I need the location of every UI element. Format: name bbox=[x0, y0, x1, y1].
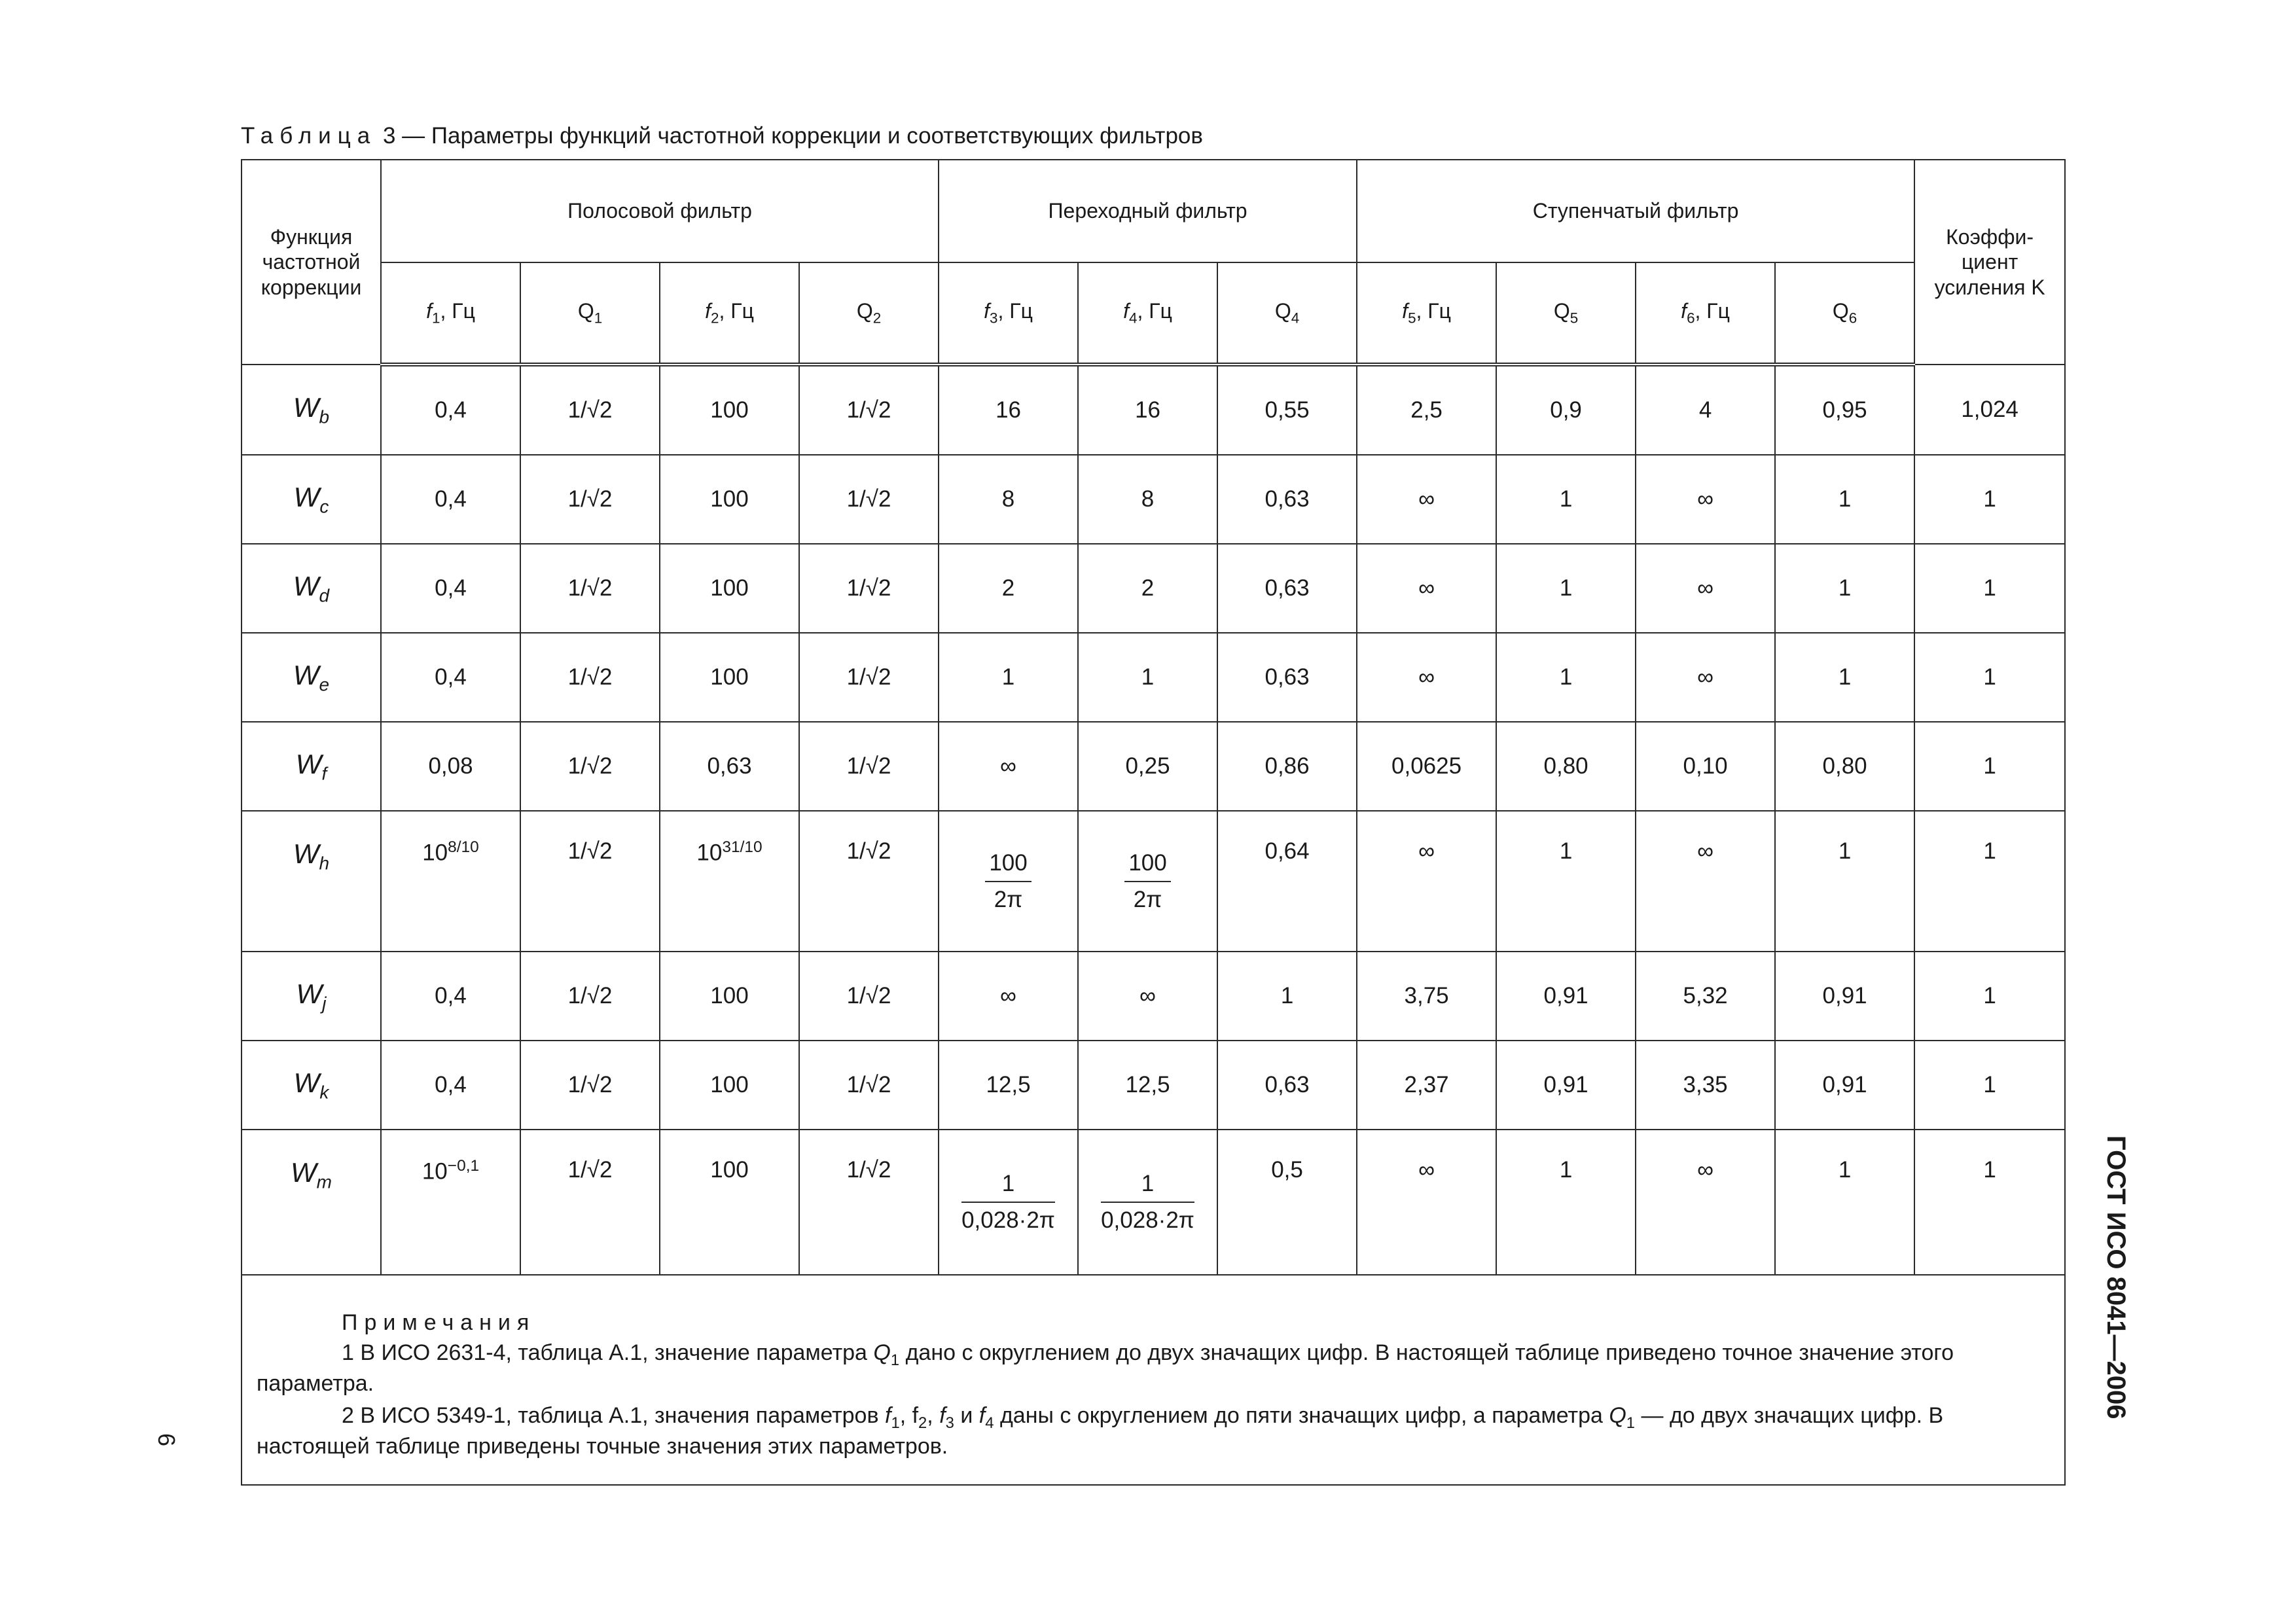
cell-f1: $10^{-0,1}$ bbox=[381, 1130, 520, 1275]
cell-f2: 100 bbox=[660, 952, 799, 1041]
table-row bbox=[242, 365, 2065, 455]
cell-f1: 0,4 bbox=[381, 544, 520, 633]
cell-f1: 0,4 bbox=[381, 455, 520, 544]
cell-q2: 1/√2 bbox=[799, 1130, 939, 1275]
cell-k: 1 bbox=[1914, 952, 2065, 1041]
function-name: $W_f$ bbox=[242, 722, 381, 811]
cell-q2: 1/√2 bbox=[799, 1041, 939, 1130]
cell-f4: 16 bbox=[1078, 365, 1217, 455]
header-param: $Q_6$ bbox=[1775, 262, 1914, 365]
cell-q6: 1 bbox=[1775, 1130, 1914, 1275]
cell-q1: 1/√2 bbox=[520, 722, 660, 811]
cell-q6: 1 bbox=[1775, 811, 1914, 952]
cell-q2: 1/√2 bbox=[799, 544, 939, 633]
cell-q6: 1 bbox=[1775, 633, 1914, 722]
cell-f3: 8 bbox=[939, 455, 1078, 544]
cell-f1: $10^{8/10}$ bbox=[381, 811, 520, 952]
header-param: $f_2$, Гц bbox=[660, 262, 799, 365]
cell-f6: ∞ bbox=[1636, 455, 1775, 544]
cell-q5: 1 bbox=[1496, 811, 1636, 952]
table-row bbox=[242, 1041, 2065, 1130]
cell-q2: 1/√2 bbox=[799, 952, 939, 1041]
cell-q1: 1/√2 bbox=[520, 455, 660, 544]
cell-q1: 1/√2 bbox=[520, 633, 660, 722]
cell-f6: 4 bbox=[1636, 365, 1775, 455]
fraction: $\frac{1}{0,028\cdot 2\pi}$ bbox=[1101, 1171, 1194, 1233]
cell-q6: 0,95 bbox=[1775, 365, 1914, 455]
cell-f4: 2 bbox=[1078, 544, 1217, 633]
cell-q6: 0,80 bbox=[1775, 722, 1914, 811]
cell-q4: 0,63 bbox=[1217, 455, 1357, 544]
cell-f4 bbox=[1078, 811, 1217, 952]
cell-f6: 3,35 bbox=[1636, 1041, 1775, 1130]
cell-f1: 0,4 bbox=[381, 952, 520, 1041]
cell-f3 bbox=[939, 1130, 1078, 1275]
cell-f2: 0,63 bbox=[660, 722, 799, 811]
header-param: $Q_1$ bbox=[520, 262, 660, 365]
cell-f6: 5,32 bbox=[1636, 952, 1775, 1041]
correction-params-table bbox=[241, 159, 2066, 1486]
table-row bbox=[242, 811, 2065, 952]
cell-f4 bbox=[1078, 1130, 1217, 1275]
cell-q2: 1/√2 bbox=[799, 455, 939, 544]
cell-f5: ∞ bbox=[1357, 633, 1496, 722]
note-1: 1 В ИСО 2631-4, таблица А.1, значение параметра $Q_1$ дано с округлением до двух значащих цифр. В настоящей таблице приведено точное значение этого параметра. bbox=[257, 1340, 1954, 1397]
notes-row bbox=[242, 1275, 2065, 1485]
cell-q5: 1 bbox=[1496, 544, 1636, 633]
cell-f2: 100 bbox=[660, 544, 799, 633]
cell-f2: 100 bbox=[660, 1130, 799, 1275]
cell-f3: ∞ bbox=[939, 722, 1078, 811]
function-name: $W_m$ bbox=[242, 1130, 381, 1275]
cell-f3: 16 bbox=[939, 365, 1078, 455]
cell-f2: 100 bbox=[660, 455, 799, 544]
function-name: $W_c$ bbox=[242, 455, 381, 544]
cell-f6: ∞ bbox=[1636, 544, 1775, 633]
cell-f3: 1 bbox=[939, 633, 1078, 722]
cell-q4: 0,5 bbox=[1217, 1130, 1357, 1275]
cell-q4: 0,63 bbox=[1217, 1041, 1357, 1130]
cell-f5: ∞ bbox=[1357, 811, 1496, 952]
cell-f4: 12,5 bbox=[1078, 1041, 1217, 1130]
cell-f3: 12,5 bbox=[939, 1041, 1078, 1130]
cell-f2: 100 bbox=[660, 633, 799, 722]
caption-text: 3 — Параметры функций частотной коррекции и соответствующих фильтров bbox=[382, 123, 1203, 149]
cell-f5: 2,37 bbox=[1357, 1041, 1496, 1130]
function-name: $W_e$ bbox=[242, 633, 381, 722]
cell-q5: 0,91 bbox=[1496, 952, 1636, 1041]
cell-f3: 2 bbox=[939, 544, 1078, 633]
header-param: $Q_5$ bbox=[1496, 262, 1636, 365]
table-row bbox=[242, 455, 2065, 544]
cell-q4: 0,64 bbox=[1217, 811, 1357, 952]
cell-q6: 1 bbox=[1775, 544, 1914, 633]
cell-f2: 100 bbox=[660, 365, 799, 455]
function-name: $W_j$ bbox=[242, 952, 381, 1041]
cell-k: 1 bbox=[1914, 455, 2065, 544]
document-side-title: ГОСТ ИСО 8041—2006 bbox=[2102, 1135, 2130, 1419]
cell-q6: 0,91 bbox=[1775, 1041, 1914, 1130]
table-row bbox=[242, 952, 2065, 1041]
cell-f5: ∞ bbox=[1357, 1130, 1496, 1275]
header-param: $f_1$, Гц bbox=[381, 262, 520, 365]
caption-label: Таблица bbox=[241, 123, 377, 149]
header-gain: Коэффи- циент усиления K bbox=[1914, 160, 2065, 365]
notes-cell bbox=[242, 1275, 2065, 1485]
cell-f3 bbox=[939, 811, 1078, 952]
cell-q6: 0,91 bbox=[1775, 952, 1914, 1041]
fraction: $\frac{1}{0,028\cdot 2\pi}$ bbox=[961, 1171, 1055, 1233]
cell-q5: 0,80 bbox=[1496, 722, 1636, 811]
header-function: Функция частотной коррекции bbox=[242, 160, 381, 365]
cell-q4: 0,55 bbox=[1217, 365, 1357, 455]
header-param: $Q_4$ bbox=[1217, 262, 1357, 365]
cell-q1: 1/√2 bbox=[520, 1041, 660, 1130]
cell-f6: ∞ bbox=[1636, 633, 1775, 722]
cell-f2: 100 bbox=[660, 1041, 799, 1130]
cell-q2: 1/√2 bbox=[799, 722, 939, 811]
cell-f1: 0,08 bbox=[381, 722, 520, 811]
cell-f4: 8 bbox=[1078, 455, 1217, 544]
cell-q2: 1/√2 bbox=[799, 811, 939, 952]
cell-q1: 1/√2 bbox=[520, 544, 660, 633]
header-param: $f_3$, Гц bbox=[939, 262, 1078, 365]
cell-q5: 1 bbox=[1496, 1130, 1636, 1275]
cell-q1: 1/√2 bbox=[520, 952, 660, 1041]
cell-k: 1 bbox=[1914, 1041, 2065, 1130]
cell-f1: 0,4 bbox=[381, 1041, 520, 1130]
header-transition: Переходный фильтр bbox=[939, 160, 1357, 262]
cell-f3: ∞ bbox=[939, 952, 1078, 1041]
cell-q5: 1 bbox=[1496, 633, 1636, 722]
cell-q4: 0,86 bbox=[1217, 722, 1357, 811]
header-param: $f_4$, Гц bbox=[1078, 262, 1217, 365]
cell-k: 1 bbox=[1914, 544, 2065, 633]
cell-k: 1,024 bbox=[1914, 365, 2065, 455]
function-name: $W_d$ bbox=[242, 544, 381, 633]
cell-f1: 0,4 bbox=[381, 365, 520, 455]
cell-f1: 0,4 bbox=[381, 633, 520, 722]
function-name: $W_h$ bbox=[242, 811, 381, 952]
table-row bbox=[242, 544, 2065, 633]
cell-f6: 0,10 bbox=[1636, 722, 1775, 811]
cell-q5: 0,9 bbox=[1496, 365, 1636, 455]
cell-q4: 0,63 bbox=[1217, 633, 1357, 722]
header-group-row bbox=[242, 160, 2065, 262]
cell-f5: 0,0625 bbox=[1357, 722, 1496, 811]
table-row bbox=[242, 722, 2065, 811]
cell-k: 1 bbox=[1914, 1130, 2065, 1275]
page-number: 6 bbox=[153, 1433, 180, 1447]
header-param: $Q_2$ bbox=[799, 262, 939, 365]
cell-k: 1 bbox=[1914, 633, 2065, 722]
cell-q2: 1/√2 bbox=[799, 365, 939, 455]
table-row bbox=[242, 1130, 2065, 1275]
cell-q1: 1/√2 bbox=[520, 365, 660, 455]
header-param: $f_5$, Гц bbox=[1357, 262, 1496, 365]
table-row bbox=[242, 633, 2065, 722]
function-name: $W_b$ bbox=[242, 365, 381, 455]
cell-f5: 2,5 bbox=[1357, 365, 1496, 455]
header-bandpass: Полосовой фильтр bbox=[381, 160, 939, 262]
cell-q1: 1/√2 bbox=[520, 1130, 660, 1275]
fraction: $\frac{100}{2\pi}$ bbox=[985, 849, 1031, 914]
cell-q4: 1 bbox=[1217, 952, 1357, 1041]
cell-f6: ∞ bbox=[1636, 1130, 1775, 1275]
cell-q2: 1/√2 bbox=[799, 633, 939, 722]
table-caption bbox=[241, 123, 1203, 149]
cell-f2: $10^{31/10}$ bbox=[660, 811, 799, 952]
header-param: $f_6$, Гц bbox=[1636, 262, 1775, 365]
cell-f4: ∞ bbox=[1078, 952, 1217, 1041]
cell-q4: 0,63 bbox=[1217, 544, 1357, 633]
cell-q6: 1 bbox=[1775, 455, 1914, 544]
cell-f5: ∞ bbox=[1357, 455, 1496, 544]
cell-f6: ∞ bbox=[1636, 811, 1775, 952]
function-name: $W_k$ bbox=[242, 1041, 381, 1130]
cell-f5: 3,75 bbox=[1357, 952, 1496, 1041]
header-param-row bbox=[242, 262, 2065, 365]
cell-f4: 1 bbox=[1078, 633, 1217, 722]
note-2: 2 В ИСО 5349-1, таблица А.1, значения параметров $f_1$, $f_2$, $f_3$ и $f_4$ даны с округлением до пяти значащих цифр, а параметра $Q_1$ — до двух значащих цифр. В настоящей таблице приведены точные значения этих параметров. bbox=[257, 1402, 1944, 1459]
notes-title: Примечания bbox=[342, 1310, 536, 1335]
header-step: Ступенчатый фильтр bbox=[1357, 160, 1914, 262]
cell-q1: 1/√2 bbox=[520, 811, 660, 952]
cell-k: 1 bbox=[1914, 722, 2065, 811]
fraction: $\frac{100}{2\pi}$ bbox=[1124, 849, 1170, 914]
cell-q5: 0,91 bbox=[1496, 1041, 1636, 1130]
cell-q5: 1 bbox=[1496, 455, 1636, 544]
cell-f5: ∞ bbox=[1357, 544, 1496, 633]
cell-k: 1 bbox=[1914, 811, 2065, 952]
cell-f4: 0,25 bbox=[1078, 722, 1217, 811]
